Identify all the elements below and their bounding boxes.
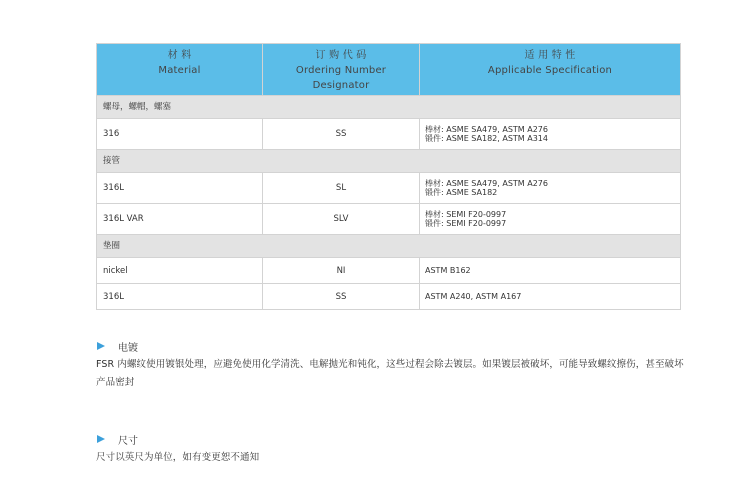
plating-body: FSR 内螺纹使用镀银处理，应避免使用化学清洗、电解抛光和钝化，这些过程会除去镀层。如果镀层被破坏，可能导致螺纹擦伤，甚至破坏产品密封 <box>96 359 684 388</box>
table-row <box>97 173 681 204</box>
plating-heading <box>96 339 696 353</box>
header-specification <box>420 44 681 96</box>
header-material <box>97 44 263 96</box>
spec-line: 棒材: ASME SA479, ASTM A276 <box>425 124 548 134</box>
spec-line: 锻件: ASME SA182, ASTM A314 <box>425 134 548 143</box>
table-row <box>97 204 681 235</box>
material-cell: 316L <box>97 173 263 204</box>
dimensions-title: 尺寸 <box>118 435 138 447</box>
section-title: 螺母，螺帽，螺塞 <box>97 96 681 119</box>
table-row <box>97 284 681 310</box>
header-spec-en: Applicable Specification <box>487 65 613 76</box>
material-cell: 316L <box>97 284 263 310</box>
triangle-bullet-icon <box>97 435 105 443</box>
spec-cell <box>420 173 681 204</box>
material-cell: 316L VAR <box>97 204 263 235</box>
section-row-gaskets <box>97 235 681 258</box>
table-header-row <box>97 44 681 96</box>
spec-line: ASTM A240, ASTM A167 <box>425 291 522 301</box>
code-cell: SLV <box>263 204 420 235</box>
spec-line: 锻件: ASME SA182 <box>425 188 498 197</box>
plating-section <box>96 339 696 392</box>
dimensions-section <box>96 432 696 467</box>
material-cell: 316 <box>97 119 263 150</box>
spec-line: 棒材: SEMI F20-0997 <box>425 209 507 219</box>
header-ordering-zh: 订 购 代 码 <box>315 50 367 61</box>
dimensions-body: 尺寸以英尺为单位，如有变更恕不通知 <box>96 452 260 463</box>
code-cell: SS <box>263 119 420 150</box>
header-material-zh: 材 料 <box>167 50 192 61</box>
spec-line: 锻件: SEMI F20-0997 <box>425 219 507 228</box>
plating-title: 电镀 <box>118 342 138 354</box>
header-ordering-number <box>263 44 420 96</box>
triangle-bullet-icon <box>97 342 105 350</box>
spec-table <box>96 43 681 310</box>
material-cell: nickel <box>97 258 263 284</box>
dimensions-heading <box>96 432 696 446</box>
header-spec-zh: 适 用 特 性 <box>524 50 576 61</box>
section-row-tubing <box>97 150 681 173</box>
section-title: 垫圈 <box>97 235 681 258</box>
spec-cell <box>420 258 681 284</box>
code-cell: SL <box>263 173 420 204</box>
header-material-en: Material <box>158 65 201 76</box>
section-row-nuts <box>97 96 681 119</box>
spec-cell <box>420 119 681 150</box>
code-cell: SS <box>263 284 420 310</box>
section-title: 接管 <box>97 150 681 173</box>
header-ordering-en: Ordering Number Designator <box>295 65 387 91</box>
spec-line: 棒材: ASME SA479, ASTM A276 <box>425 178 548 188</box>
spec-line: ASTM B162 <box>425 265 471 275</box>
spec-cell <box>420 284 681 310</box>
table-row <box>97 258 681 284</box>
code-cell: NI <box>263 258 420 284</box>
table-row <box>97 119 681 150</box>
spec-cell <box>420 204 681 235</box>
